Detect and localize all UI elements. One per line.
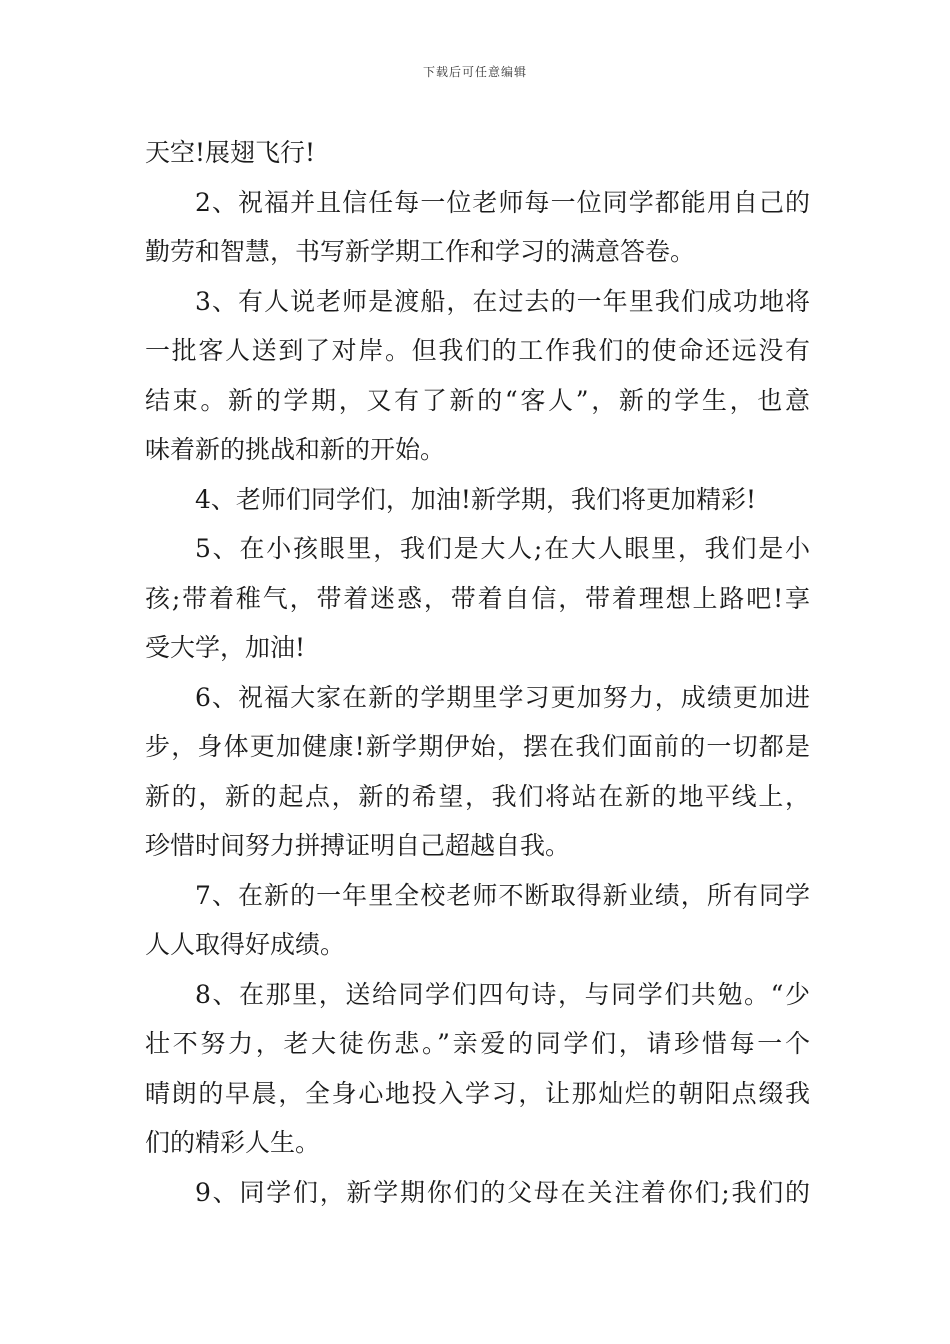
text-line: 6、祝福大家在新的学期里学习更加努力，成绩更加进: [195, 682, 810, 712]
text-line: 们的精彩人生。: [145, 1128, 321, 1157]
text-line: 珍惜时间努力拼搏证明自己超越自我。: [145, 831, 571, 860]
text-line: 9、同学们，新学期你们的父母在关注着你们;我们的: [195, 1177, 810, 1207]
text-line: 7、在新的一年里全校老师不断取得新业绩，所有同学: [195, 880, 810, 910]
text-line: 结束。新的学期，又有了新的“客人”，新的学生，也意: [145, 385, 810, 415]
text-line: 晴朗的早晨，全身心地投入学习，让那灿烂的朝阳点缀我: [145, 1078, 810, 1108]
page-header: 下载后可任意编辑: [422, 65, 527, 79]
text-line: 天空!展翅飞行!: [145, 138, 316, 167]
text-line: 3、有人说老师是渡船，在过去的一年里我们成功地将: [195, 286, 810, 316]
text-line: 勤劳和智慧，书写新学期工作和学习的满意答卷。: [145, 237, 696, 266]
text-line: 人人取得好成绩。: [145, 930, 346, 959]
text-line: 新的，新的起点，新的希望，我们将站在新的地平线上，: [145, 781, 810, 811]
text-line: 5、在小孩眼里，我们是大人;在大人眼里，我们是小: [195, 534, 810, 563]
text-line: 味着新的挑战和新的开始。: [145, 435, 446, 464]
text-line: 一批客人送到了对岸。但我们的工作我们的使命还远没有: [145, 336, 810, 365]
text-line: 8、在那里，送给同学们四句诗，与同学们共勉。“少: [195, 979, 810, 1009]
text-line: 4、老师们同学们，加油!新学期，我们将更加精彩!: [195, 484, 757, 514]
text-line: 壮不努力，老大徒伤悲。”亲爱的同学们，请珍惜每一个: [145, 1029, 810, 1058]
text-line: 2、祝福并且信任每一位老师每一位同学都能用自己的: [195, 187, 810, 217]
text-line: 步，身体更加健康!新学期伊始，摆在我们面前的一切都是: [145, 732, 810, 761]
text-line: 受大学，加油!: [145, 633, 306, 662]
document-body: [145, 128, 810, 1217]
text-line: 孩;带着稚气，带着迷惑，带着自信，带着理想上路吧!享: [145, 583, 810, 613]
